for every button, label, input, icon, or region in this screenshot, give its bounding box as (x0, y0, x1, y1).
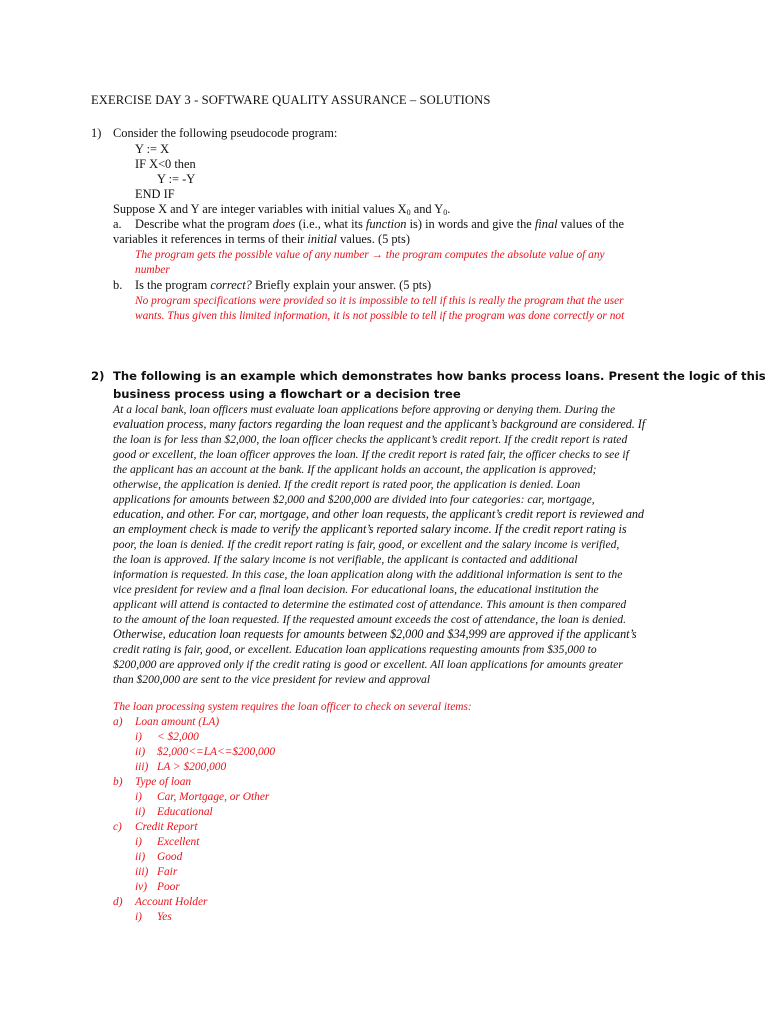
suppose-text-a: Suppose X and Y are integer variables with initial values X (113, 202, 407, 216)
subscript-x0: 0 (406, 208, 411, 217)
part-a-question-line-2 (113, 232, 410, 247)
paragraph-line: the loan is approved. If the salary income is not verifiable, the applicant is contacted and additional (113, 553, 578, 566)
code-line-4: END IF (135, 187, 175, 201)
part-a-function: function (365, 217, 407, 231)
part-a-answer-line-2: number (135, 264, 170, 276)
suppose-text-b: and Y (410, 202, 444, 216)
paragraph-line: At a local bank, loan officers must evaluate loan applications before approving or denying them. During the (113, 403, 616, 416)
part-b-answer-line-2: wants. Thus given this limited information, it is not possible to tell if the program was done correctly or not (135, 310, 625, 322)
paragraph-line: applicant will attend is contacted to determine the estimated cost of attendance. This amount is then compared (113, 598, 627, 611)
suppose-line (113, 202, 450, 217)
code-line-3: Y := -Y (157, 172, 196, 186)
checklist-item-marker: i) (135, 791, 142, 803)
part-b-answer-line-1: No program specifications were provided so it is impossible to tell if this is really the program that the user (135, 295, 624, 307)
paragraph-line: good or excellent, the loan officer approves the loan. If the credit report is rated fair, the officer checks to see if (113, 448, 629, 461)
paragraph-line: education, and other. For car, mortgage, and other loan requests, the applicant’s credit report is reviewed and (113, 507, 644, 521)
paragraph-line: the loan is for less than $2,000, the loan officer checks the applicant’s credit report. If the credit report is rated (113, 433, 628, 446)
question-1-number: 1) (91, 126, 102, 140)
part-b-correct: correct? (210, 278, 252, 292)
checklist-item-label: Poor (157, 881, 180, 893)
question-2-heading-line-1: The following is an example which demonstrates how banks process loans. Present the logic of this (113, 369, 766, 383)
part-a-question (135, 217, 624, 232)
checklist-item-marker: ii) (135, 806, 146, 818)
part-a-initial: initial (307, 232, 337, 246)
part-a-final: final (534, 217, 558, 231)
checklist-item-marker: iv) (135, 881, 148, 893)
part-a-answer-line-1 (135, 248, 605, 263)
part-a-answer-text-2: the program computes the absolute value of any (382, 249, 605, 261)
checklist-item-marker: ii) (135, 851, 146, 863)
part-b-text-1: Is the program (135, 278, 211, 292)
paragraph-line: information is requested. In this case, the loan application along with the additional information is sent to the (113, 568, 623, 581)
checklist-item-marker: i) (135, 836, 142, 848)
checklist-item-marker: iii) (135, 866, 149, 878)
part-a-does: does (272, 217, 296, 231)
checklist-item-marker: i) (135, 911, 142, 923)
part-a-line2-b: values. (5 pts) (337, 232, 410, 246)
checklist-item-label: Car, Mortgage, or Other (157, 791, 270, 803)
part-a-line2-a: variables it references in terms of their (113, 232, 308, 246)
paragraph-line: Otherwise, education loan requests for amounts between $2,000 and $34,999 are approved if the applicant’s (113, 627, 637, 641)
part-a-text-4: values of the (557, 217, 624, 231)
question-2-heading-line-2: business process using a flowchart or a decision tree (113, 387, 461, 401)
checklist-item-label: Educational (157, 806, 213, 818)
checklist-item-label: LA > $200,000 (157, 761, 227, 773)
checklist-item-marker: c) (113, 821, 122, 833)
checklist-item-label: < $2,000 (157, 731, 199, 743)
checklist-item-label: Yes (157, 911, 172, 923)
code-line-1: Y := X (135, 142, 170, 156)
checklist-item-marker: ii) (135, 746, 146, 758)
checklist-item-label: Fair (157, 866, 178, 878)
answer-intro: The loan processing system requires the loan officer to check on several items: (113, 701, 472, 713)
checklist-item-marker: a) (113, 716, 123, 728)
part-b-text-2: Briefly explain your answer. (5 pts) (251, 278, 432, 292)
checklist-item-marker: i) (135, 731, 142, 743)
checklist-item-label: $2,000<=LA<=$200,000 (157, 746, 276, 758)
checklist-item-label: Type of loan (135, 776, 192, 788)
checklist-item-label: Account Holder (135, 896, 208, 908)
checklist-item-label: Loan amount (LA) (135, 716, 220, 728)
checklist-item-label: Excellent (157, 836, 200, 848)
paragraph-line: poor, the loan is denied. If the credit report rating is fair, good, or excellent and the salary income is verified, (113, 538, 620, 551)
paragraph-line: $200,000 are approved only if the credit rating is good or excellent. All loan applications for amounts greater (113, 658, 623, 671)
page-title: EXERCISE DAY 3 - SOFTWARE QUALITY ASSURANCE – SOLUTIONS (91, 93, 491, 107)
part-a-text-3: is) in words and give the (406, 217, 535, 231)
part-b-question (135, 278, 431, 293)
question-1-intro: Consider the following pseudocode program: (113, 126, 338, 140)
part-a-text-2: (i.e., what its (295, 217, 366, 231)
paragraph-line: evaluation process, many factors regarding the loan request and the applicant’s background are considered. If (113, 417, 646, 431)
arrow-right-icon: → (371, 249, 383, 261)
checklist-item-marker: iii) (135, 761, 149, 773)
paragraph-line: than $200,000 are sent to the vice president for review and approval (113, 673, 431, 686)
paragraph-line: vice president for review and a final loan decision. For educational loans, the educational institution the (113, 583, 599, 596)
paragraph-line: otherwise, the application is denied. If the credit report is rated poor, the application is denied. Loan (113, 478, 581, 491)
part-a-label: a. (113, 217, 122, 231)
code-line-2: IF X<0 then (135, 157, 196, 171)
checklist-item-marker: b) (113, 776, 123, 788)
subscript-y0: 0 (443, 208, 448, 217)
checklist-item-label: Credit Report (135, 821, 198, 833)
part-a-answer-text-1: The program gets the possible value of any number (135, 249, 372, 261)
paragraph-line: applications for amounts between $2,000 and $200,000 are divided into four categories: car, mortgage, (113, 493, 595, 506)
checklist-item-marker: d) (113, 896, 123, 908)
question-2-number: 2) (91, 369, 105, 383)
suppose-text-c: . (447, 202, 451, 216)
paragraph-line: the applicant has an account at the bank. If the applicant holds an account, the application is approved; (113, 463, 597, 476)
paragraph-line: an employment check is made to verify the applicant’s reported salary income. If the credit report rating is (113, 522, 627, 536)
part-a-text-1: Describe what the program (135, 217, 273, 231)
paragraph-line: credit rating is fair, good, or excellent. Education loan applications requesting amounts from $35,000 to (113, 643, 597, 656)
part-b-label: b. (113, 278, 123, 292)
paragraph-line: to the amount of the loan requested. If the requested amount exceeds the cost of attendance, the loan is denied. (113, 613, 627, 626)
checklist-item-label: Good (157, 851, 183, 863)
